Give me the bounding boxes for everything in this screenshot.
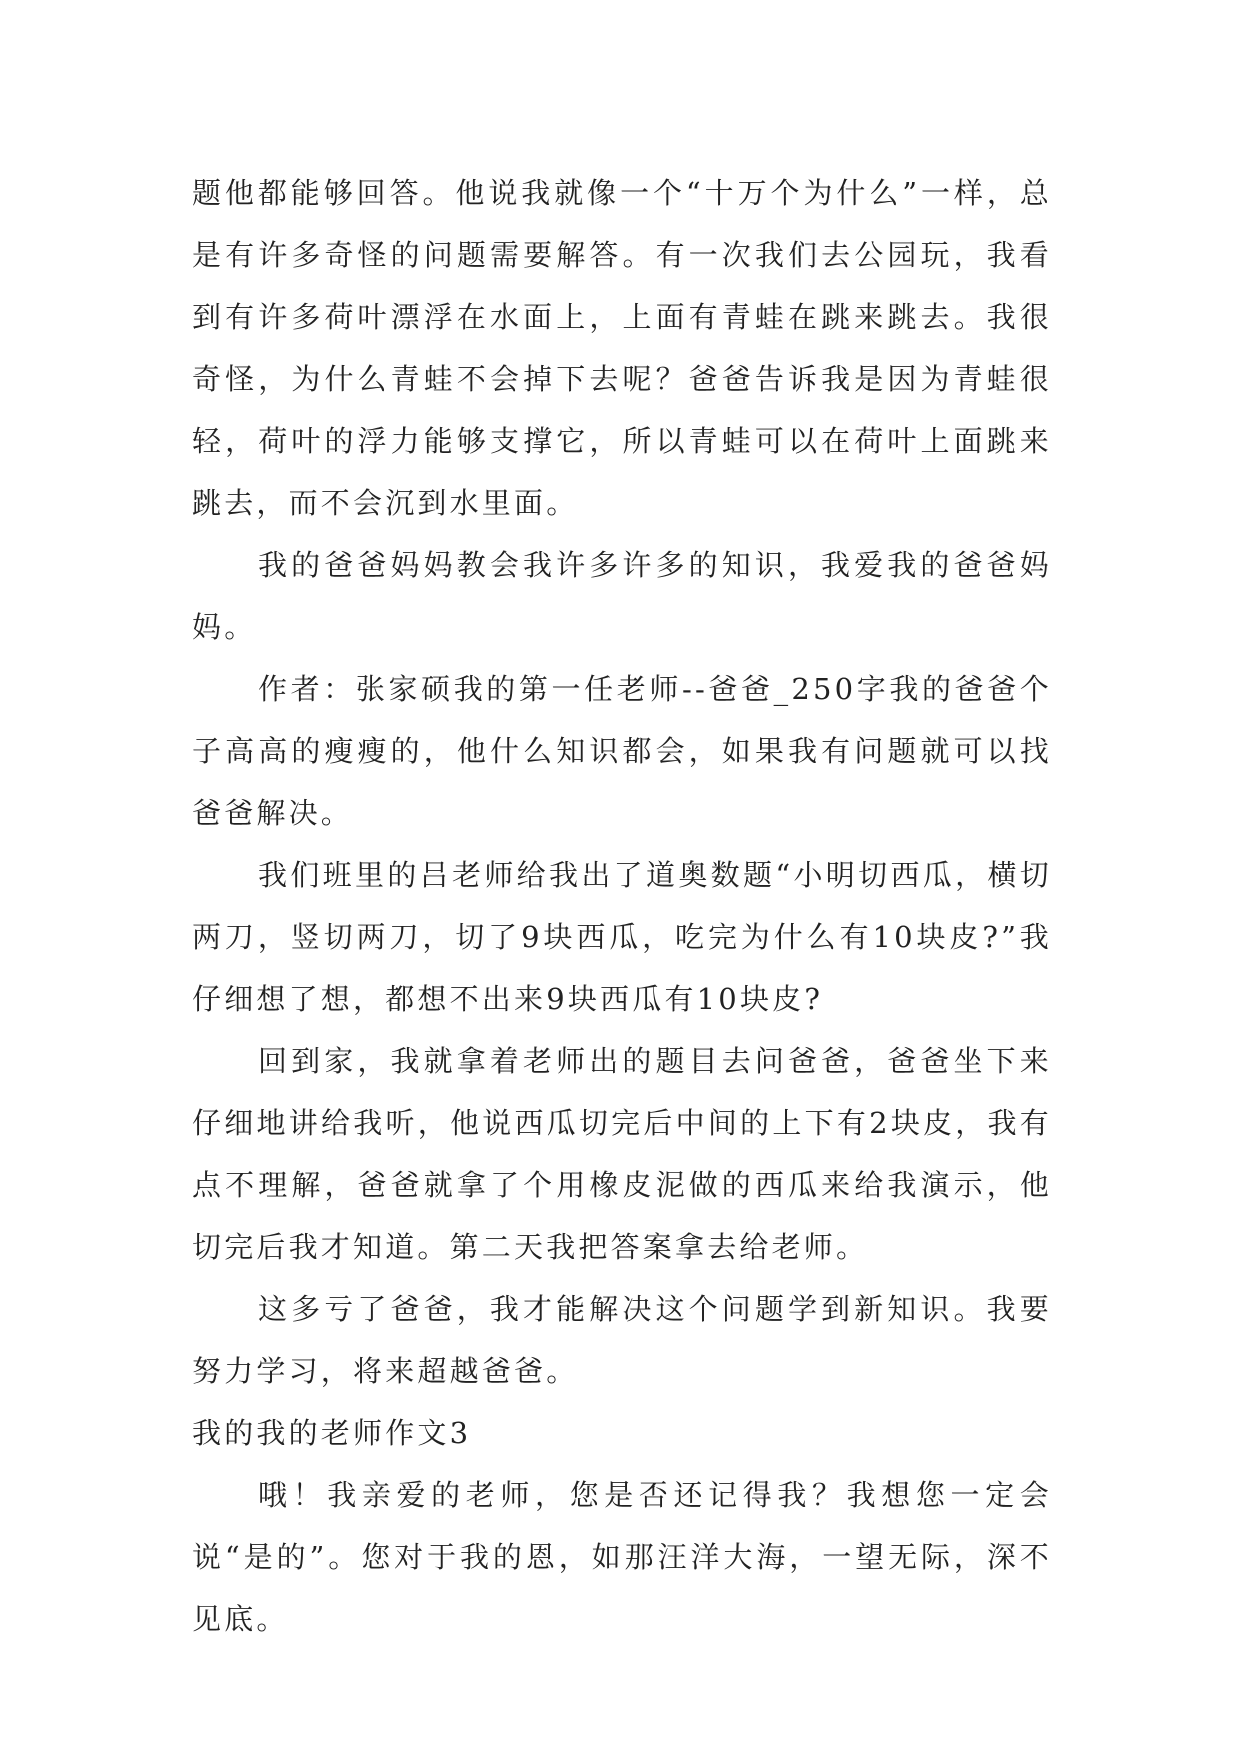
paragraph-4: 我们班里的吕老师给我出了道奥数题“小明切西瓜，横切两刀，竖切两刀，切了9块西瓜，吃完为什么有10块皮?”我仔细想了想，都想不出来9块西瓜有10块皮? (192, 858, 1052, 1016)
paragraph-3: 作者：张家硕我的第一任老师--爸爸_250字我的爸爸个子高高的瘦瘦的，他什么知识都会，如果我有问题就可以找爸爸解决。 (192, 672, 1052, 830)
paragraph-6: 这多亏了爸爸，我才能解决这个问题学到新知识。我要努力学习，将来超越爸爸。 (192, 1292, 1052, 1388)
document-page (192, 162, 1052, 1650)
paragraph-1: 题他都能够回答。他说我就像一个“十万个为什么”一样，总是有许多奇怪的问题需要解答。有一次我们去公园玩，我看到有许多荷叶漂浮在水面上，上面有青蛙在跳来跳去。我很奇怪，为什么青蛙不会掉下去呢？爸爸告诉我是因为青蛙很轻，荷叶的浮力能够支撑它，所以青蛙可以在荷叶上面跳来跳去，而不会沉到水里面。 (192, 176, 1052, 520)
paragraph-7: 哦！我亲爱的老师，您是否还记得我？我想您一定会说“是的”。您对于我的恩，如那汪洋大海，一望无际，深不见底。 (192, 1478, 1052, 1636)
paragraph-2: 我的爸爸妈妈教会我许多许多的知识，我爱我的爸爸妈妈。 (192, 548, 1052, 644)
section-heading: 我的我的老师作文3 (192, 1416, 472, 1450)
paragraph-5: 回到家，我就拿着老师出的题目去问爸爸，爸爸坐下来仔细地讲给我听，他说西瓜切完后中间的上下有2块皮，我有点不理解，爸爸就拿了个用橡皮泥做的西瓜来给我演示，他切完后我才知道。第二天我把答案拿去给老师。 (192, 1044, 1052, 1264)
